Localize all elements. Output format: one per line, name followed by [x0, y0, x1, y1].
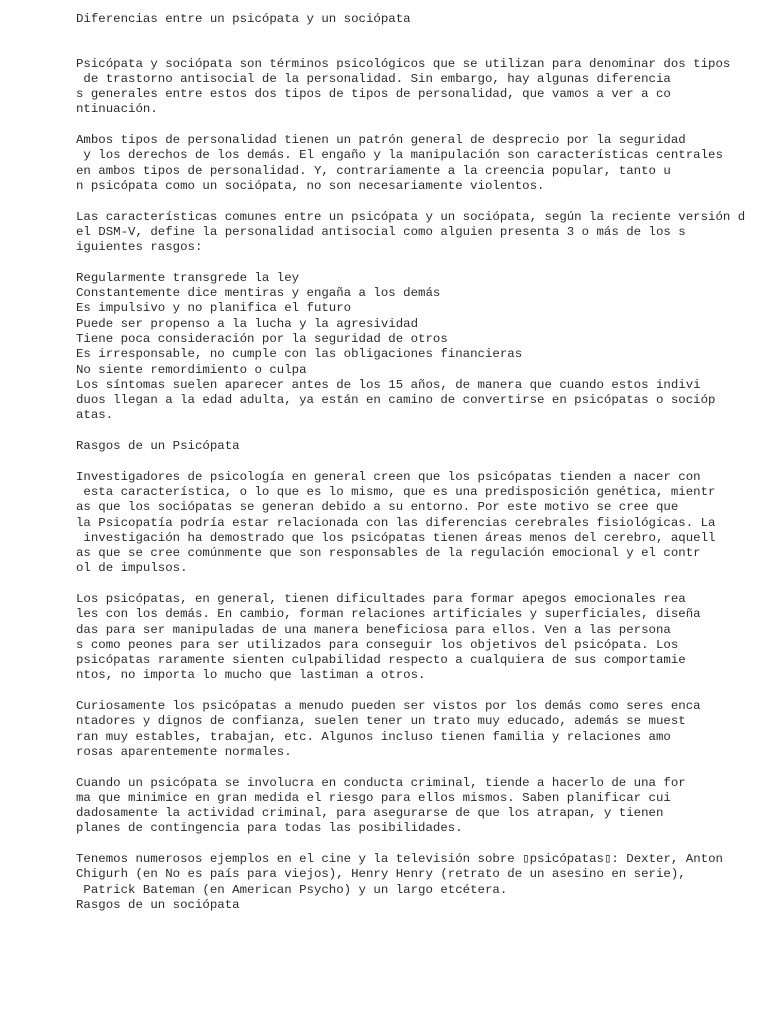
paragraph-examples: [76, 852, 756, 913]
paragraph-attachments: [76, 592, 756, 684]
text-line: Investigadores de psicología en general creen que los psicópatas tienden a nacer con: [76, 469, 701, 484]
list-item: No siente remordimiento o culpa: [76, 362, 307, 377]
text-line: Curiosamente los psicópatas a menudo pueden ser vistos por los demás como seres enca: [76, 699, 701, 714]
list-item: Constantemente dice mentiras y engaña a los demás: [76, 286, 441, 301]
text-line: esta característica, o lo que es lo mismo, que es una predisposición genética, mientr: [76, 484, 716, 499]
text-line: de trastorno antisocial de la personalidad. Sin embargo, hay algunas diferencia: [76, 71, 671, 86]
text-line: psicópatas raramente sienten culpabilidad respecto a cualquiera de sus comportamie: [76, 653, 686, 668]
text-line: les con los demás. En cambio, forman relaciones artificiales y superficiales, diseña: [76, 607, 701, 622]
text-line: ntos, no importa lo mucho que lastiman a otros.: [76, 668, 426, 683]
text-line: Los psicópatas, en general, tienen dificultades para formar apegos emocionales rea: [76, 591, 686, 606]
text-line: dadosamente la actividad criminal, para asegurarse de que los atrapan, y tienen: [76, 806, 664, 821]
traits-list: [76, 271, 756, 424]
text-line: rosas aparentemente normales.: [76, 744, 292, 759]
text-line: planes de contingencia para todas las posibilidades.: [76, 821, 463, 836]
text-line: ntinuación.: [76, 102, 158, 117]
text-line: duos llegan a la edad adulta, ya están en camino de convertirse en psicópatas o socióp: [76, 393, 716, 408]
list-item: Es irresponsable, no cumple con las obligaciones financieras: [76, 347, 523, 362]
paragraph-criminal: [76, 776, 756, 837]
text-line: y los derechos de los demás. El engaño y la manipulación son características centrales: [76, 148, 723, 163]
text-line: Cuando un psicópata se involucra en conducta criminal, tiende a hacerlo de una for: [76, 775, 686, 790]
text-line: Ambos tipos de personalidad tienen un patrón general de desprecio por la seguridad: [76, 133, 686, 148]
text-line: ol de impulsos.: [76, 561, 188, 576]
text-line: ntadores y dignos de confianza, suelen tener un trato muy educado, además se muest: [76, 714, 686, 729]
text-line: Psicópata y sociópata son términos psicológicos que se utilizan para denominar dos tipos: [76, 56, 731, 71]
text-line: en ambos tipos de personalidad. Y, contrariamente a la creencia popular, tanto u: [76, 163, 671, 178]
text-line: s generales entre estos dos tipos de tipos de personalidad, que vamos a ver a co: [76, 87, 671, 102]
text-line: atas.: [76, 408, 114, 423]
list-item: Regularmente transgrede la ley: [76, 270, 300, 285]
text-line: investigación ha demostrado que los psicópatas tienen áreas menos del cerebro, aquell: [76, 530, 716, 545]
list-item: Puede ser propenso a la lucha y la agresividad: [76, 316, 419, 331]
text-line: Patrick Bateman (en American Psycho) y un largo etcétera.: [76, 882, 508, 897]
text-line: as que se cree comúnmente que son responsables de la regulación emocional y el contr: [76, 546, 701, 561]
text-line: ma que minimice en gran medida el riesgo para ellos mismos. Saben planificar cui: [76, 790, 671, 805]
paragraph-genetics: [76, 470, 756, 577]
paragraph-common-traits: [76, 133, 756, 194]
text-line: el DSM-V, define la personalidad antisocial como alguien presenta 3 o más de los s: [76, 224, 686, 239]
text-line: Tenemos numerosos ejemplos en el cine y la televisión sobre ▯psicópatas▯: Dexter, Anton: [76, 852, 723, 867]
paragraph-charm: [76, 699, 756, 760]
text-line: Los síntomas suelen aparecer antes de los 15 años, de manera que cuando estos indivi: [76, 377, 701, 392]
text-line: as que los sociópatas se generan debido a su entorno. Por este motivo se cree que: [76, 500, 679, 515]
text-line: ran muy estables, trabajan, etc. Algunos incluso tienen familia y relaciones amo: [76, 729, 671, 744]
paragraph-dsm: [76, 210, 756, 256]
text-line: la Psicopatía podría estar relacionada con las diferencias cerebrales fisiológicas. La: [76, 515, 716, 530]
document-title: Diferencias entre un psicópata y un sociópata: [76, 12, 411, 26]
text-line: n psicópata como un sociópata, no son necesariamente violentos.: [76, 178, 545, 193]
section-heading-sociopath: Rasgos de un sociópata: [76, 897, 240, 912]
document-body: [76, 12, 756, 913]
list-item: Tiene poca consideración por la seguridad de otros: [76, 331, 448, 346]
paragraph-intro: [76, 57, 756, 118]
text-line: Chigurh (en No es país para viejos), Henry Henry (retrato de un asesino en serie),: [76, 867, 686, 882]
text-line: Las características comunes entre un psicópata y un sociópata, según la reciente versión d: [76, 209, 746, 224]
text-line: iguientes rasgos:: [76, 240, 203, 255]
text-line: s como peones para ser utilizados para conseguir los objetivos del psicópata. Los: [76, 637, 679, 652]
list-item: Es impulsivo y no planifica el futuro: [76, 301, 352, 316]
text-line: das para ser manipuladas de una manera beneficiosa para ellos. Ven a las persona: [76, 622, 671, 637]
section-heading-psychopath: Rasgos de un Psicópata: [76, 439, 240, 454]
